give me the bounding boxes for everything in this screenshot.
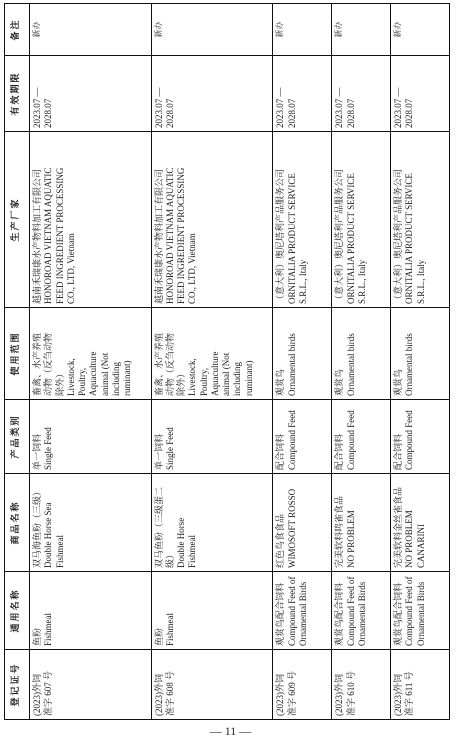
trade-name-cell: 双马鱼粉（三级蛋二 级） Double Horse Fishmeal bbox=[151, 474, 273, 572]
table-row bbox=[273, 4, 332, 720]
scope-cell: 畜禽、水产养殖 动物（反刍动物 除外） Livestock, Poultry, Aquaculture animal (Not including ruminant) bbox=[151, 308, 273, 400]
note-cell: 新办 bbox=[332, 4, 391, 56]
reg-no-cell: (2023)外饲 准字 609 号 bbox=[273, 650, 332, 720]
generic-name-cell: 鱼粉 Fishmeal bbox=[151, 572, 273, 650]
reg-no-cell: (2023)外饲 准字 608 号 bbox=[151, 650, 273, 720]
reg-no-cell: (2023)外饲 准字 611 号 bbox=[391, 650, 450, 720]
manufacturer-cell: 越南禾瑞康水产物料加工有限公司 HONOROAD VIETNAM AQUATIC FEED INGREDIENT PROCESSING CO., LTD, Vietnam bbox=[151, 132, 273, 308]
manufacturer-cell: （意大利）奥尼塔利产品服务公司 ORNITALIA PRODUCT SERVICE S.R.L., Italy bbox=[332, 132, 391, 308]
category-cell: 配合饲料 Compound Feed bbox=[332, 400, 391, 474]
category-cell: 单一饲料 Single Feed bbox=[30, 400, 152, 474]
manufacturer-cell: （意大利）奥尼塔利产品服务公司 ORNITALIA PRODUCT SERVICE S.R.L., Italy bbox=[391, 132, 450, 308]
table-row bbox=[30, 4, 152, 720]
generic-name-cell: 观赏鸟配合饲料 Compound Feed of Ornamental Birds bbox=[273, 572, 332, 650]
validity-cell: 2023.07 — 2028.07 bbox=[332, 56, 391, 132]
scope-cell: 观赏鸟 Ornamental birds bbox=[391, 308, 450, 400]
note-cell: 新办 bbox=[151, 4, 273, 56]
validity-cell: 2023.07 — 2028.07 bbox=[273, 56, 332, 132]
header-trade-name: 商品名称 bbox=[5, 474, 30, 572]
reg-no-cell: (2023)外饲 准字 607 号 bbox=[30, 650, 152, 720]
generic-name-cell: 鱼粉 Fishmeal bbox=[30, 572, 152, 650]
validity-cell: 2023.07 — 2028.07 bbox=[30, 56, 152, 132]
manufacturer-cell: （意大利）奥尼塔利产品服务公司 ORNITALIA PRODUCT SERVICE S.R.L., Italy bbox=[273, 132, 332, 308]
scope-cell: 畜禽、水产养殖 动物（反刍动物 除外） Livestock, Poultry, Aquaculture animal (Not including ruminant) bbox=[30, 308, 152, 400]
validity-cell: 2023.07 — 2028.07 bbox=[151, 56, 273, 132]
manufacturer-cell: 越南禾瑞康水产物料加工有限公司 HONOROAD VIETNAM AQUATIC FEED INGREDIENT PROCESSING CO., LTD, Vietnam bbox=[30, 132, 152, 308]
trade-name-cell: 双马海鱼粉（三级） Double Horse Sea Fishmeal bbox=[30, 474, 152, 572]
scope-cell: 观赏鸟 Ornamental birds bbox=[273, 308, 332, 400]
trade-name-cell: 红色鸟食食品 WIMOSOFT ROSSO bbox=[273, 474, 332, 572]
trade-name-cell: 完美软料金丝雀食品 NO PROBLEM CANARINI bbox=[391, 474, 450, 572]
rotated-table-container bbox=[4, 4, 450, 720]
table-row bbox=[332, 4, 391, 720]
generic-name-cell: 观赏鸟配合饲料 Compound Feed of Ornamental Birds bbox=[391, 572, 450, 650]
scope-cell: 观赏鸟 Ornamental birds bbox=[332, 308, 391, 400]
header-reg-no: 登记证号 bbox=[5, 650, 30, 720]
header-scope: 使用范围 bbox=[5, 308, 30, 400]
generic-name-cell: 观赏鸟配合饲料 Compound Feed of Ornamental Birds bbox=[332, 572, 391, 650]
category-cell: 配合饲料 Compound Feed bbox=[391, 400, 450, 474]
category-cell: 单一饲料 Single Feed bbox=[151, 400, 273, 474]
validity-cell: 2023.07 — 2028.07 bbox=[391, 56, 450, 132]
note-cell: 新办 bbox=[273, 4, 332, 56]
registration-table bbox=[4, 3, 450, 720]
header-note: 备注 bbox=[5, 4, 30, 56]
note-cell: 新办 bbox=[30, 4, 152, 56]
header-validity: 有效期限 bbox=[5, 56, 30, 132]
category-cell: 配合饲料 Compound Feed bbox=[273, 400, 332, 474]
table-row bbox=[391, 4, 450, 720]
table-header-row bbox=[5, 4, 30, 720]
header-category: 产品类别 bbox=[5, 400, 30, 474]
page-number: — 11 — bbox=[209, 724, 252, 738]
reg-no-cell: (2023)外饲 准字 610 号 bbox=[332, 650, 391, 720]
note-cell: 新办 bbox=[391, 4, 450, 56]
trade-name-cell: 完美软料鸣雀食品 NO PROBLEM bbox=[332, 474, 391, 572]
table-row bbox=[151, 4, 273, 720]
header-generic-name: 通用名称 bbox=[5, 572, 30, 650]
header-manufacturer: 生产厂家 bbox=[5, 132, 30, 308]
